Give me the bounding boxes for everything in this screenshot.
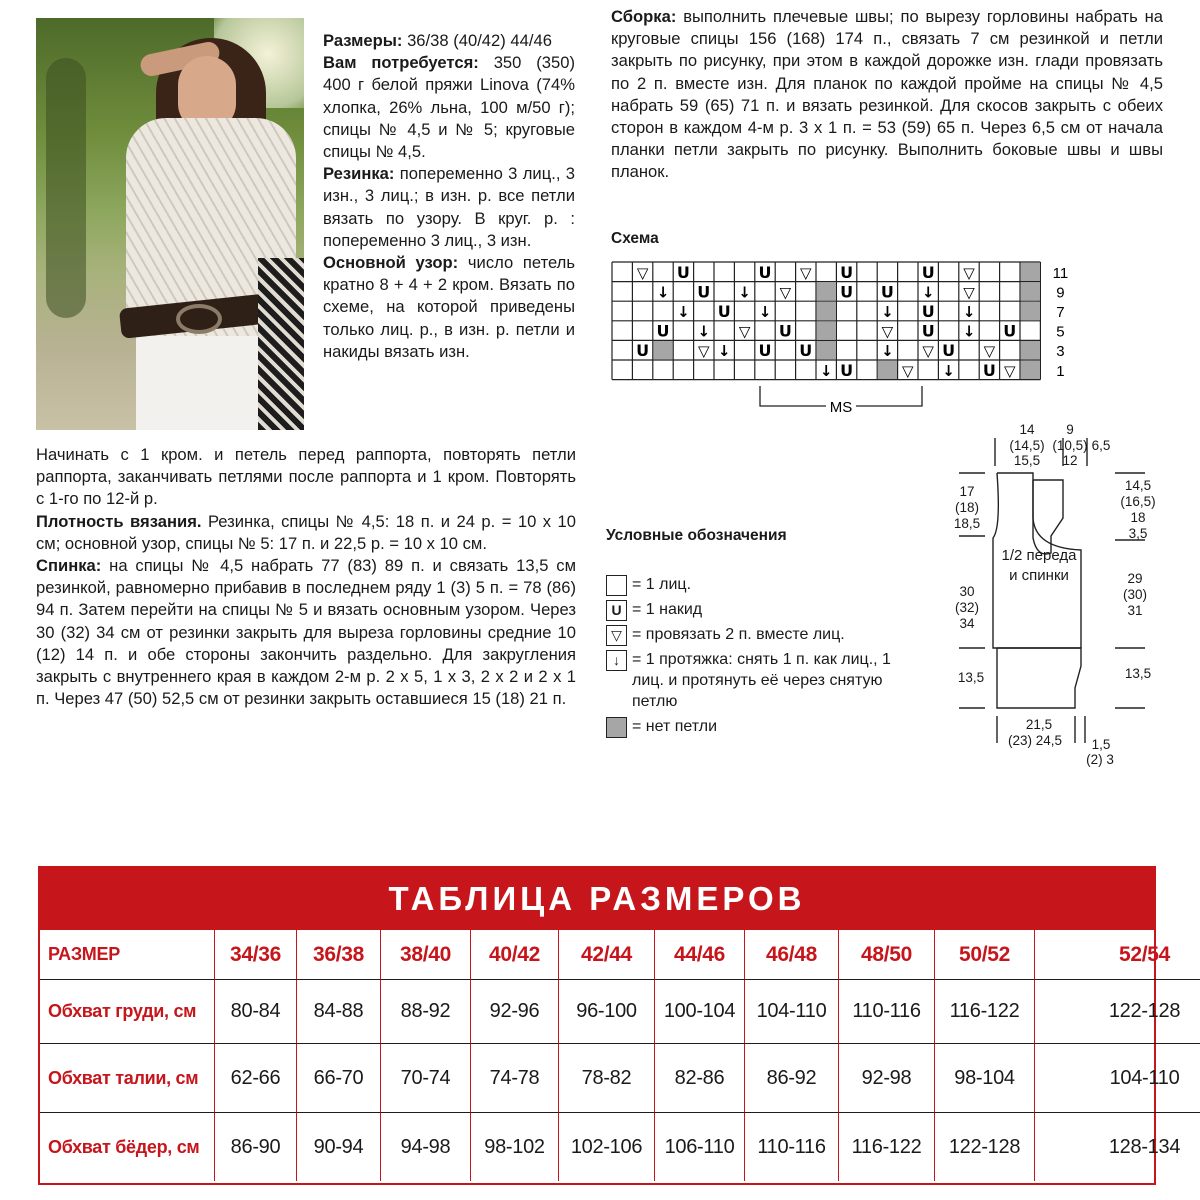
svg-text:18,5: 18,5: [953, 516, 981, 531]
chart-row-number: 7: [1056, 304, 1065, 321]
rib-value: попеременно 3 лиц., 3 изн., 3 лиц.; в изн. р. все петли вязать по узору. В круг. р. : попеременно 3 лиц., 3 изн.: [323, 164, 575, 250]
yarn-over-icon: U: [676, 262, 690, 282]
table-cell: 86-92: [745, 1044, 839, 1113]
ssk-icon: ↓: [962, 322, 976, 341]
ssk-icon: ↓: [881, 303, 894, 321]
size-column-header: 48/50: [839, 930, 935, 980]
sizes-value: 36/38 (40/42) 44/46: [407, 31, 552, 50]
table-cell: 92-98: [839, 1044, 935, 1113]
materials-label: Вам потребуется:: [323, 53, 479, 73]
table-cell: 88-92: [381, 980, 471, 1044]
table-cell: 98-102: [471, 1113, 559, 1181]
table-cell: 86-90: [215, 1113, 297, 1181]
yarn-over-icon: U: [636, 341, 650, 361]
svg-text:(32): (32): [954, 600, 980, 615]
svg-text:9: 9: [1066, 422, 1074, 437]
size-column-header: 34/36: [215, 930, 297, 980]
table-cell: 122-128: [1035, 980, 1200, 1044]
yarn-over-icon: U: [982, 360, 996, 380]
table-cell: 122-128: [935, 1113, 1035, 1181]
yarn-over-icon: U: [717, 302, 731, 321]
legend-item-knit: = 1 лиц.: [606, 574, 906, 595]
svg-text:14: 14: [1019, 422, 1035, 437]
yarn-over-icon: U: [840, 360, 854, 380]
legend-item-yarnover: U = 1 накид: [606, 599, 906, 620]
k2tog-icon: ▽: [983, 342, 996, 361]
ssk-icon: ↓: [717, 342, 731, 361]
yarn-over-icon: U: [697, 282, 711, 302]
table-cell: 82-86: [655, 1044, 745, 1113]
size-column-header: 40/42: [471, 930, 559, 980]
svg-text:(2) 3: (2) 3: [1086, 752, 1114, 767]
schematic-center-label: 1/2 переда и спинки: [1001, 547, 1077, 584]
yarn-over-icon: U: [778, 321, 792, 341]
chart-row-number: 1: [1056, 362, 1065, 380]
chart-heading: Схема: [611, 230, 659, 247]
chart-row-number: 11: [1052, 264, 1069, 282]
no-stitch-cell: [1021, 282, 1040, 300]
yarn-over-icon: U: [758, 341, 772, 361]
ssk-icon: ↓: [758, 303, 772, 321]
svg-text:15,5: 15,5: [1013, 453, 1041, 468]
svg-text:(14,5): (14,5): [1009, 438, 1045, 453]
yarn-over-icon: U: [758, 262, 772, 282]
no-stitch-cell: [817, 341, 836, 359]
ssk-icon: ↓: [738, 283, 751, 302]
chart-row-number: 5: [1056, 323, 1065, 341]
k2tog-icon: ▽: [636, 263, 649, 282]
size-column-header: 36/38: [297, 930, 381, 980]
svg-text:34: 34: [959, 616, 975, 631]
yarn-over-icon: U: [840, 282, 854, 302]
size-column-header: 46/48: [745, 930, 839, 980]
measurement-row-label: Обхват груди, см: [40, 980, 215, 1044]
svg-text:29: 29: [1127, 571, 1143, 586]
yarn-over-icon: U: [1003, 321, 1017, 341]
instructions-bottom: [36, 444, 576, 710]
yarn-over-icon: U: [921, 321, 935, 341]
svg-text:30: 30: [959, 584, 975, 599]
svg-text:(16,5): (16,5): [1120, 494, 1156, 509]
instructions-top: [323, 30, 575, 363]
k2tog-icon: ▽: [738, 322, 751, 341]
table-cell: 92-96: [471, 980, 559, 1044]
rib-label: Резинка:: [323, 164, 395, 184]
chart-row-number: 9: [1056, 284, 1065, 302]
svg-text:(18): (18): [954, 500, 980, 515]
k2tog-icon: ▽: [963, 263, 975, 282]
no-stitch-cell: [653, 341, 672, 359]
table-cell: 106-110: [655, 1113, 745, 1181]
k2tog-icon: ▽: [902, 361, 914, 380]
materials-value: 350 (350) 400 г белой пряжи Linova (74% хлопка, 26% льна, 100 м/50 г); спицы № 4,5 и № 5; круговые спицы № 4,5.: [323, 53, 575, 162]
no-stitch-cell: [817, 321, 836, 339]
size-column-header: 50/52: [935, 930, 1035, 980]
legend-item-no-stitch: = нет петли: [606, 716, 906, 737]
assembly-value: выполнить плечевые швы; по вырезу горловины набрать на круговые спицы 156 (168) 174 п., связать 7 см резинкой и петли закрыть по рисунку, при этом в каждой дорожке изн. глади провязать по 2 п. вместе изн. Для планок по каждой пройме на спицы № 4,5 набрать 59 (65) 71 п. и вязать резинкой. Для скосов закрыть с обеих сторон в каждом 4-м р. 3 х 1 п. = 53 (59) 65 п. Через 6,5 см от начала планки петли закрыть по рисунку. Выполнить боковые швы и швы планок.: [611, 7, 1163, 182]
no-stitch-cell: [1021, 302, 1040, 320]
size-column-header: 44/46: [655, 930, 745, 980]
ssk-icon: ↓: [656, 283, 670, 302]
yarn-over-icon: U: [840, 262, 854, 282]
garment-schematic: [945, 418, 1165, 770]
svg-text:1,5: 1,5: [1091, 737, 1111, 752]
svg-text:(10,5): (10,5): [1052, 438, 1088, 453]
table-cell: 84-88: [297, 980, 381, 1044]
table-cell: 66-70: [297, 1044, 381, 1113]
yarn-over-icon: U: [656, 321, 670, 341]
ssk-icon: ↓: [697, 322, 711, 341]
table-cell: 70-74: [381, 1044, 471, 1113]
k2tog-icon: ▽: [800, 263, 812, 282]
yarn-over-icon: U: [942, 341, 956, 361]
gauge-label: Плотность вязания.: [36, 511, 202, 531]
k2tog-icon: ▽: [963, 283, 975, 302]
table-cell: 90-94: [297, 1113, 381, 1181]
table-cell: 110-116: [839, 980, 935, 1044]
size-table-title: ТАБЛИЦА РАЗМЕРОВ: [40, 868, 1154, 930]
table-cell: 102-106: [559, 1113, 655, 1181]
no-stitch-cell: [1021, 361, 1040, 379]
ssk-icon: ↓: [606, 650, 627, 671]
repeat-label: MS: [829, 399, 853, 416]
no-stitch-cell: [817, 302, 836, 320]
table-cell: 94-98: [381, 1113, 471, 1181]
yarn-over-icon: U: [606, 600, 627, 621]
k2tog-icon: ▽: [698, 342, 710, 361]
main-pattern-value: число петель кратно 8 + 4 + 2 кром. Вязать по схеме, на которой приведены только лиц. р., в изн. р. петли и накиды вязать изн.: [323, 253, 575, 361]
size-column-header: 42/44: [559, 930, 655, 980]
table-cell: 104-110: [1035, 1044, 1200, 1113]
svg-text:13,5: 13,5: [1124, 666, 1152, 681]
table-cell: 116-122: [839, 1113, 935, 1181]
legend-item-ssk: ↓ = 1 протяжка: снять 1 п. как лиц., 1 лиц. и протянуть её через снятую петлю: [606, 649, 906, 712]
table-cell: 104-110: [745, 980, 839, 1044]
table-cell: 78-82: [559, 1044, 655, 1113]
yarn-over-icon: U: [880, 282, 894, 302]
table-cell: 128-134: [1108, 1135, 1181, 1158]
svg-text:3,5: 3,5: [1128, 526, 1148, 541]
size-column-header: 38/40: [381, 930, 471, 980]
ssk-icon: ↓: [942, 361, 955, 380]
assembly-label: Сборка:: [611, 7, 677, 26]
size-column-header: 52/54: [1035, 930, 1200, 980]
svg-text:17: 17: [959, 484, 975, 499]
no-stitch-cell: [1021, 263, 1040, 281]
ssk-icon: ↓: [962, 303, 976, 321]
sizes-label: Размеры:: [323, 31, 403, 50]
size-table-grid: [40, 930, 1181, 1181]
no-stitch-cell: [1021, 341, 1040, 359]
measurement-row-label: Обхват бёдер, см: [40, 1113, 215, 1181]
table-cell: 96-100: [559, 980, 655, 1044]
legend: [606, 574, 906, 741]
svg-text:18: 18: [1130, 510, 1146, 525]
table-cell: 116-122: [935, 980, 1035, 1044]
svg-text:21,5: 21,5: [1025, 717, 1053, 732]
svg-text:13,5: 13,5: [957, 670, 985, 685]
k2tog-icon: ▽: [881, 322, 894, 341]
svg-text:14,5: 14,5: [1124, 478, 1152, 493]
chart-row-number: 3: [1056, 343, 1065, 361]
svg-text:6,5: 6,5: [1091, 438, 1111, 453]
ssk-icon: ↓: [819, 361, 833, 380]
k2tog-icon: ▽: [779, 283, 792, 302]
no-stitch-cell: [878, 361, 897, 379]
no-stitch-icon: [606, 717, 627, 738]
table-cell: 74-78: [471, 1044, 559, 1113]
measurement-row-label: Обхват талии, см: [40, 1044, 215, 1113]
svg-text:12: 12: [1062, 453, 1078, 468]
k2tog-icon: ▽: [922, 342, 934, 361]
table-cell: 80-84: [215, 980, 297, 1044]
knitting-chart: [608, 258, 1078, 422]
ssk-icon: ↓: [921, 283, 935, 302]
size-header-label: РАЗМЕР: [40, 930, 215, 980]
yarn-over-icon: U: [921, 302, 935, 321]
model-photo: [36, 18, 304, 430]
table-cell: 98-104: [935, 1044, 1035, 1113]
size-table: [38, 866, 1181, 1185]
gauge-value: Резинка, спицы № 4,5: 18 п. и 24 р. = 10 х 10 см; основной узор, спицы № 5: 17 п. и 22,5 р. = 10 х 10 см.: [36, 511, 576, 553]
svg-text:(23) 24,5: (23) 24,5: [1007, 733, 1063, 748]
back-label: Спинка:: [36, 556, 102, 576]
no-stitch-cell: [817, 282, 836, 300]
table-cell: 100-104: [655, 980, 745, 1044]
yarn-over-icon: U: [921, 262, 935, 282]
back-value: на спицы № 4,5 набрать 77 (83) 89 п. и связать 13,5 см резинкой, равномерно прибавив в последнем ряду 1 (3) 5 п. = 78 (86) 94 п. Затем перейти на спицы № 5 и вязать основным узором. Через 30 (32) 34 см от резинки закрыть для выреза горловины средние 10 (12) 14 п. и обе стороны закончить раздельно. Для закругления закрыть с внутреннего края в каждом 2-м р. 2 х 5, 1 х 3, 2 х 2 и 2 х 1 п. Через 47 (50) 52,5 см от резинки закрыть оставшиеся 15 (18) 21 п.: [36, 556, 576, 709]
yarn-over-icon: U: [799, 341, 813, 361]
ssk-icon: ↓: [881, 342, 894, 361]
legend-item-k2tog: ▽ = провязать 2 п. вместе лиц.: [606, 624, 906, 645]
svg-text:(30): (30): [1122, 587, 1148, 602]
table-cell: 110-116: [745, 1113, 839, 1181]
main-pattern-label: Основной узор:: [323, 253, 459, 273]
assembly-text: [611, 6, 1163, 184]
legend-heading: Условные обозначения: [606, 527, 787, 544]
k2tog-icon: ▽: [606, 625, 627, 646]
knit-icon: [606, 575, 627, 596]
table-cell: 62-66: [215, 1044, 297, 1113]
ssk-icon: ↓: [677, 303, 690, 321]
main-pattern-cont: Начинать с 1 кром. и петель перед раппорта, повторять петли раппорта, заканчивать петлями после раппорта и 1 кром. Повторять с 1-го по 12-й р.: [36, 445, 576, 509]
k2tog-icon: ▽: [1004, 361, 1016, 380]
svg-text:31: 31: [1127, 603, 1143, 618]
